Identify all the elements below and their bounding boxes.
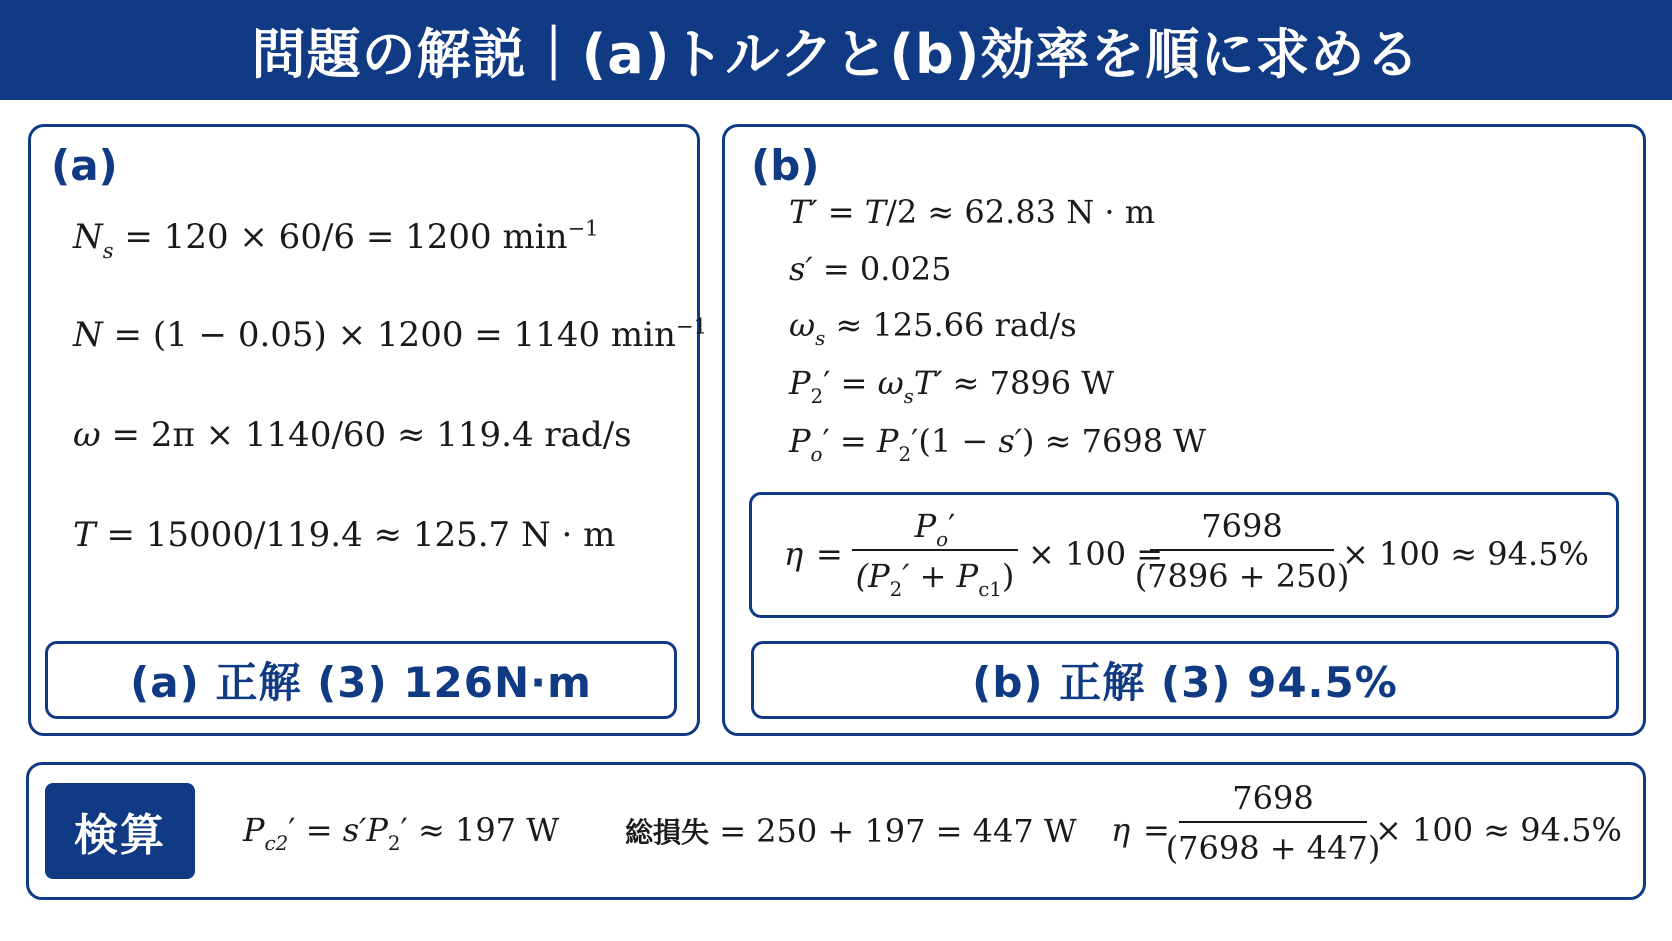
page-title: 問題の解説｜(a)トルクと(b)効率を順に求める <box>0 0 1672 100</box>
equation-sync-angular: $\omega_s \approx 125.66$ rad/s <box>789 306 1077 351</box>
verification-panel <box>26 762 1646 900</box>
equation-mechanical-output: $P_o' = P_2'(1 - s') \approx 7698$ W <box>789 422 1207 467</box>
answer-a-box: (a) 正解 (3) 126N·m <box>45 641 677 719</box>
panel-b-label: (b) <box>751 141 820 190</box>
check-eta-result: × 100 ≈ 94.5% <box>1375 811 1622 849</box>
eta-symbol: η <box>784 535 804 573</box>
verification-badge: 検算 <box>45 783 195 879</box>
times-100-equals: × 100 = <box>1028 535 1164 573</box>
fraction-output-over-input: $P_o'$ $(P_2' + P_{c1})$ <box>852 507 1018 595</box>
check-fraction: 7698 (7698 + 447) <box>1165 779 1381 867</box>
equation-secondary-input: $P_2' = \omega_sT' \approx 7896$ W <box>789 364 1115 409</box>
eta-equals: = <box>816 535 843 573</box>
equation-total-loss: 総損失 = 250 + 197 = 447 W <box>625 812 1077 850</box>
check-eta-symbol: η <box>1111 811 1131 849</box>
answer-b-box: (b) 正解 (3) 94.5% <box>751 641 1619 719</box>
eta-result: × 100 ≈ 94.5% <box>1342 535 1589 573</box>
equation-angular-velocity: ω = 2π × 1140/60 ≈ 119.4 rad/s <box>73 415 632 455</box>
panel-a-label: (a) <box>51 141 118 190</box>
equation-copper-loss: $P_{c2}' = s'P_2' \approx 197$ W <box>243 811 560 856</box>
equation-half-torque: T′ = T/2 ≈ 62.83 N · m <box>789 193 1156 231</box>
equation-new-slip: s′ = 0.025 <box>789 250 952 288</box>
equation-sync-speed: $N_s = 120 \times 60/6 = 1200$ $\min^{-1}$ <box>73 215 599 263</box>
fraction-numeric: 7698 (7896 + 250) <box>1134 507 1350 595</box>
efficiency-formula-box <box>749 492 1619 618</box>
equation-rotor-speed: N = (1 − 0.05) × 1200 = 1140 $\min^{-1}$ <box>73 313 707 355</box>
panel-b-efficiency <box>722 124 1646 736</box>
check-eta-equals: = <box>1143 811 1170 849</box>
panel-a-torque <box>28 124 707 736</box>
equation-torque: T = 15000/119.4 ≈ 125.7 N · m <box>73 515 616 555</box>
